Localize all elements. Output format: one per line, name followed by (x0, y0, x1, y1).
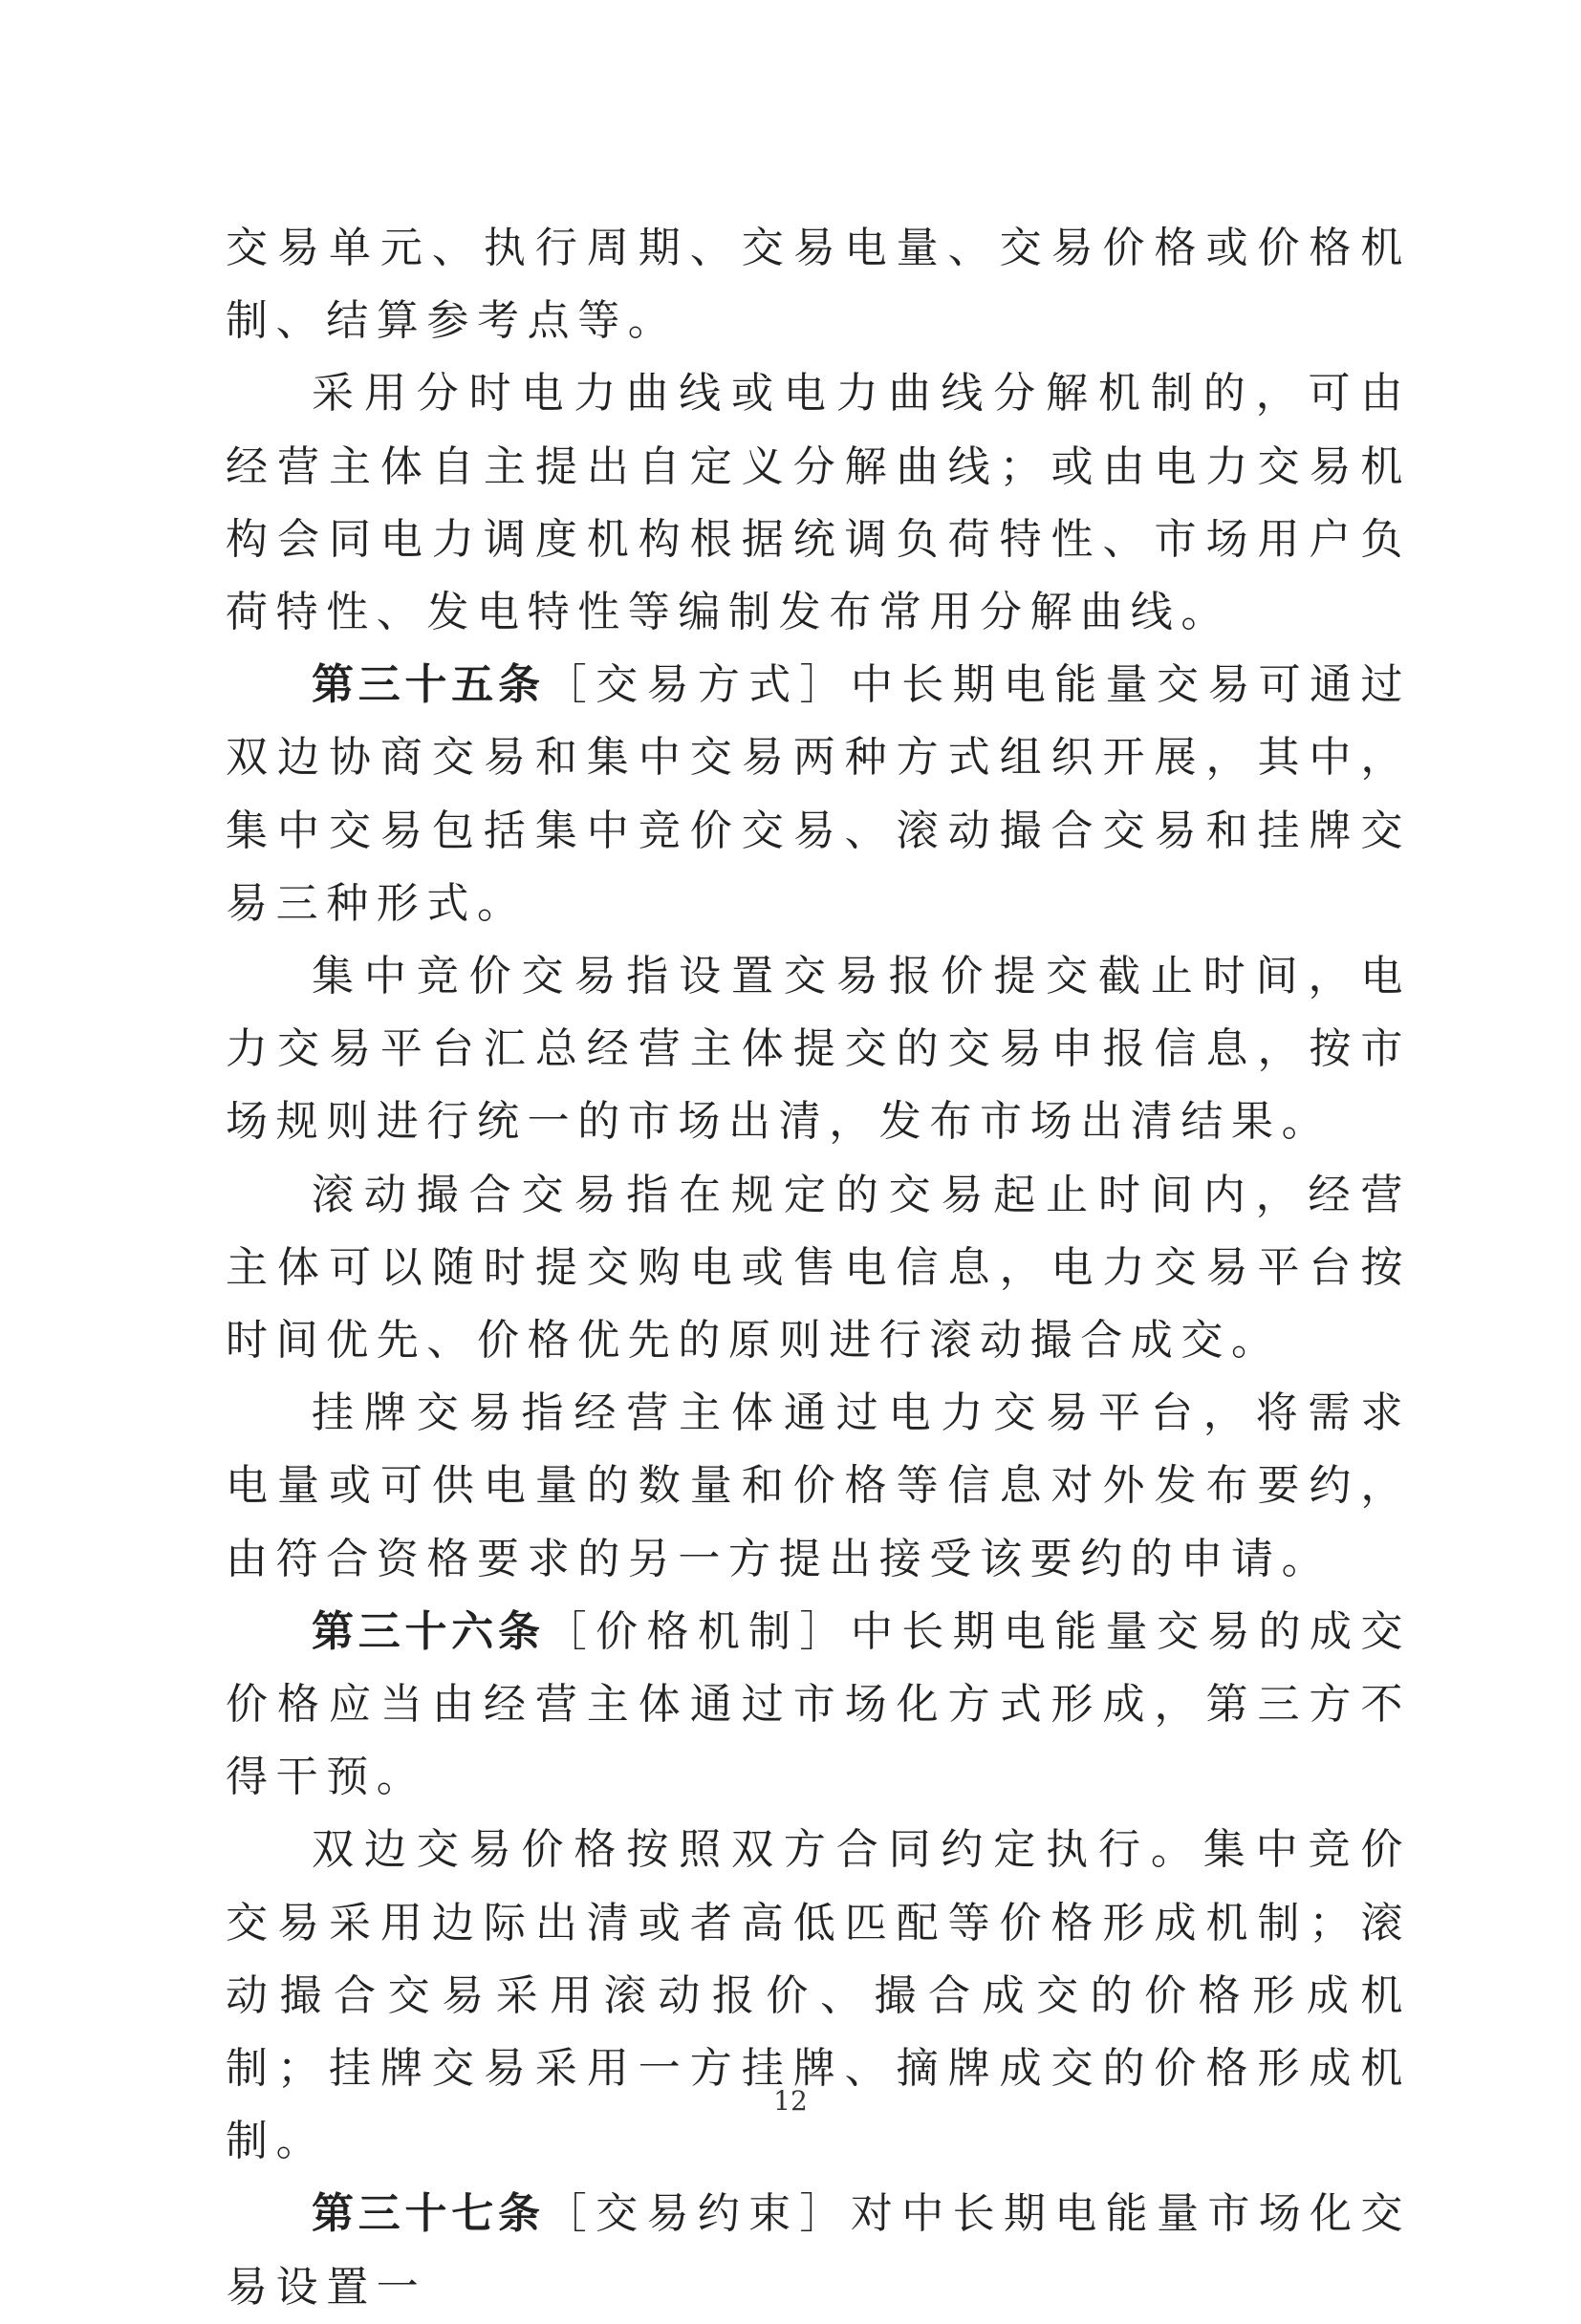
article-heading: 第三十五条 (312, 660, 545, 710)
paragraph-text: 交易单元、执行周期、交易电量、交易价格或价格机制、结算参考点等。 (226, 224, 1411, 346)
paragraph-text: 挂牌交易指经营主体通过电力交易平台，将需求电量或可供电量的数量和价格等信息对外发布要约，由符合资格要求的另一方提出接受该要约的申请。 (226, 1388, 1411, 1583)
paragraph-text: 中长期电能量交易可通过双边协商交易和集中交易两种方式组织开展，其中，集中交易包括集中竞价交易、滚动撮合交易和挂牌交易三种形式。 (226, 660, 1411, 928)
article-37-paragraph (226, 2178, 1411, 2323)
article-topic: ［价格机制］ (544, 1606, 851, 1656)
paragraph (226, 940, 1411, 1159)
paragraph (226, 1377, 1411, 1596)
article-36-paragraph (226, 1596, 1411, 1815)
article-35-paragraph (226, 649, 1411, 940)
article-heading: 第三十七条 (312, 2189, 545, 2239)
paragraph-text: 对中长期电能量市场化交易设置一 (226, 2189, 1411, 2312)
paragraph-text: 集中竞价交易指设置交易报价提交截止时间，电力交易平台汇总经营主体提交的交易申报信息，按市场规则进行统一的市场出清，发布市场出清结果。 (226, 952, 1411, 1147)
paragraph-continuation (226, 212, 1411, 357)
paragraph-text: 双边交易价格按照双方合同约定执行。集中竞价交易采用边际出清或者高低匹配等价格形成机制；滚动撮合交易采用滚动报价、撮合成交的价格形成机制；挂牌交易采用一方挂牌、摘牌成交的价格形成机制。 (226, 1825, 1411, 2166)
article-heading: 第三十六条 (312, 1606, 545, 1656)
paragraph (226, 1159, 1411, 1378)
document-body (226, 212, 1411, 2324)
page-number: 12 (773, 2085, 808, 2117)
article-topic: ［交易方式］ (544, 660, 851, 710)
article-topic: ［交易约束］ (544, 2189, 851, 2239)
paragraph-text: 采用分时电力曲线或电力曲线分解机制的，可由经营主体自主提出自定义分解曲线；或由电力交易机构会同电力调度机构根据统调负荷特性、市场用户负荷特性、发电特性等编制发布常用分解曲线。 (226, 369, 1411, 637)
paragraph (226, 1814, 1411, 2178)
paragraph (226, 357, 1411, 649)
paragraph-text: 滚动撮合交易指在规定的交易起止时间内，经营主体可以随时提交购电或售电信息，电力交易平台按时间优先、价格优先的原则进行滚动撮合成交。 (226, 1170, 1411, 1366)
paragraph-text: 中长期电能量交易的成交价格应当由经营主体通过市场化方式形成，第三方不得干预。 (226, 1606, 1411, 1802)
